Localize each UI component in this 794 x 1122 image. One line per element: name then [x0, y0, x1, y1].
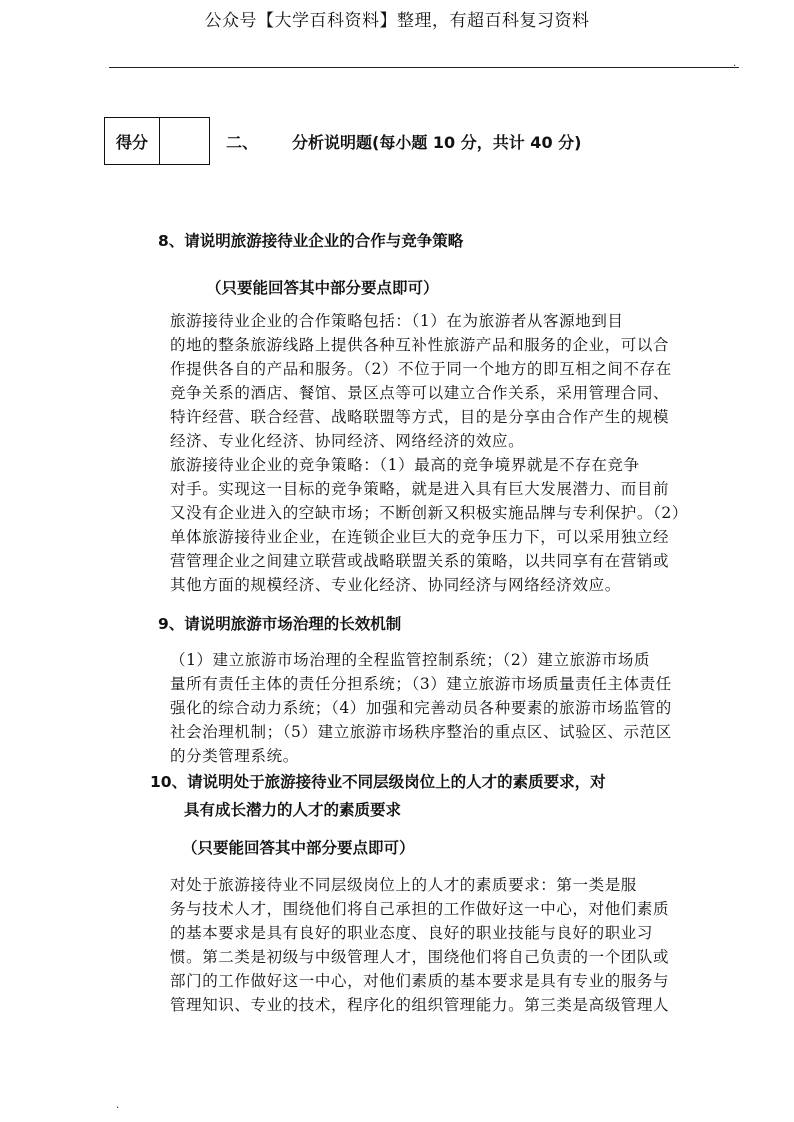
question-9-line: （1）建立旅游市场治理的全程监管控制系统；（2）建立旅游市场质	[170, 651, 651, 669]
question-9-title: 9、请说明旅游市场治理的长效机制	[158, 615, 402, 633]
question-8-line: 单体旅游接待业企业，在连锁企业巨大的竞争压力下，可以采用独立经	[170, 528, 670, 546]
question-10-line: 惯。第二类是初级与中级管理人才，围绕他们将自己负责的一个团队或	[170, 948, 670, 966]
header-divider	[109, 67, 739, 68]
question-8-line: 又没有企业进入的空缺市场；不断创新又积极实施品牌与专利保护。（2）	[170, 504, 688, 522]
question-8-line: 竞争关系的酒店、餐馆、景区点等可以建立合作关系，采用管理合同、	[170, 384, 670, 402]
score-blank-cell	[160, 118, 209, 164]
question-8-line: 对手。实现这一目标的竞争策略，就是进入具有巨大发展潜力、而目前	[170, 480, 670, 498]
header-dot: .	[733, 58, 737, 69]
question-8-line: 其他方面的规模经济、专业化经济、协同经济与网络经济效应。	[170, 576, 621, 594]
question-10-note: （只要能回答其中部分要点即可）	[182, 839, 415, 857]
score-box	[104, 117, 210, 165]
question-10-line: 部门的工作做好这一中心，对他们素质的基本要求是具有专业的服务与	[170, 972, 670, 990]
question-8-note: （只要能回答其中部分要点即可）	[206, 279, 439, 297]
question-9-line: 强化的综合动力系统；（4）加强和完善动员各种要素的旅游市场监管的	[170, 699, 672, 717]
question-8-line: 特许经营、联合经营、战略联盟等方式，目的是分享由合作产生的规模	[170, 408, 670, 426]
question-9-line: 的分类管理系统。	[170, 747, 299, 765]
question-10-line: 对处于旅游接待业不同层级岗位上的人才的素质要求：第一类是服	[170, 876, 637, 894]
question-8-line: 旅游接待业企业的合作策略包括：（1）在为旅游者从客源地到目	[170, 312, 624, 330]
question-8-line: 作提供各自的产品和服务。（2）不位于同一个地方的即互相之间不存在	[170, 360, 672, 378]
header-note: 公众号【大学百科资料】整理，有超百科复习资料	[204, 11, 590, 31]
section-title	[226, 130, 581, 153]
question-10-line: 管理知识、专业的技术，程序化的组织管理能力。第三类是高级管理人	[170, 996, 670, 1014]
question-10-line: 务与技术人才，围绕他们将自己承担的工作做好这一中心，对他们素质	[170, 900, 670, 918]
question-8-title: 8、请说明旅游接待业企业的合作与竞争策略	[158, 232, 464, 250]
question-10-title-line1: 10、请说明处于旅游接待业不同层级岗位上的人才的素质要求，对	[150, 773, 606, 791]
question-8-line: 营管理企业之间建立联营或战略联盟关系的策略，以共同享有在营销或	[170, 552, 670, 570]
question-8-line: 旅游接待业企业的竞争策略：（1）最高的竞争境界就是不存在竞争	[170, 456, 640, 474]
footer-dot: .	[116, 1100, 120, 1111]
section-number: 二、	[226, 133, 259, 152]
question-9-line: 量所有责任主体的责任分担系统；（3）建立旅游市场质量责任主体责任	[170, 675, 672, 693]
question-8-line: 经济、专业化经济、协同经济、网络经济的效应。	[170, 432, 525, 450]
question-9-line: 社会治理机制；（5）建立旅游市场秩序整治的重点区、试验区、示范区	[170, 723, 672, 741]
section-title-text: 分析说明题(每小题 10 分，共计 40 分)	[292, 133, 582, 152]
score-label: 得分	[105, 118, 160, 164]
question-10-line: 的基本要求是具有良好的职业态度、良好的职业技能与良好的职业习	[170, 924, 654, 942]
question-10-title-line2: 具有成长潜力的人才的素质要求	[184, 801, 402, 819]
question-8-line: 的地的整条旅游线路上提供各种互补性旅游产品和服务的企业，可以合	[170, 336, 670, 354]
